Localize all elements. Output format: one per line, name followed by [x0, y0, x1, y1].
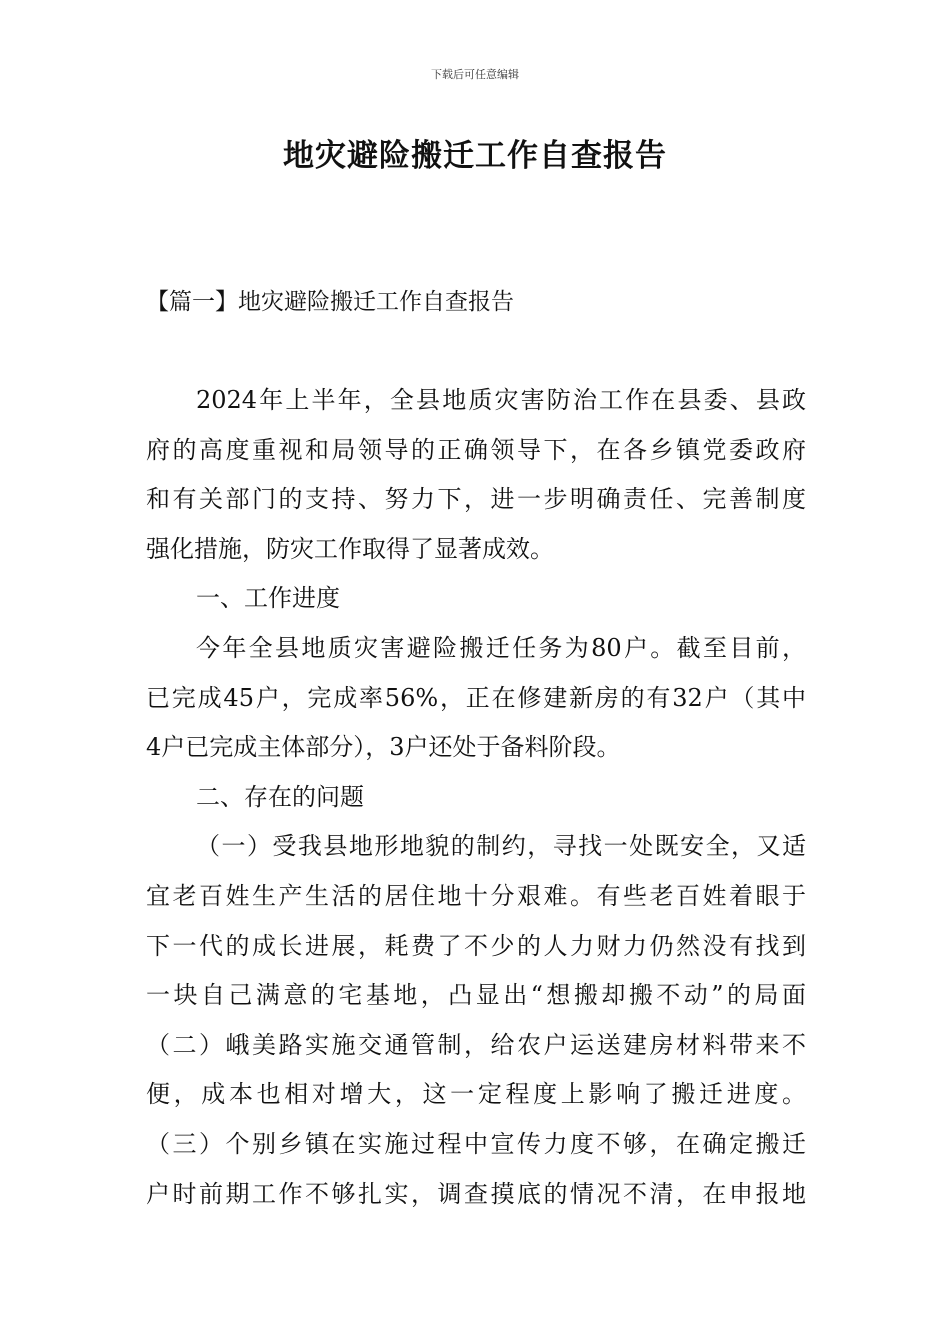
paragraph-line: 4户已完成主体部分），3户还处于备料阶段。 [146, 733, 621, 762]
paragraph-line: 宜老百姓生产生活的居住地十分艰难。有些老百姓着眼于 [146, 881, 806, 910]
subheading-existing-problems: 二、存在的问题 [196, 782, 364, 811]
paragraph-line: 强化措施，防灾工作取得了显著成效。 [146, 534, 554, 563]
paragraph-line: 和有关部门的支持、努力下，进一步明确责任、完善制度 [146, 485, 806, 514]
paragraph-line: （一）受我县地形地貌的制约，寻找一处既安全，又适 [196, 832, 806, 861]
paragraph-line: （三）个别乡镇在实施过程中宣传力度不够，在确定搬迁 [146, 1129, 806, 1158]
paragraph-line: 2024年上半年，全县地质灾害防治工作在县委、县政 [196, 386, 806, 414]
paragraph-line: 便，成本也相对增大，这一定程度上影响了搬迁进度。 [146, 1080, 806, 1109]
paragraph-line: 一块自己满意的宅基地，凸显出“想搬却搬不动”的局面 [146, 981, 806, 1010]
paragraph-line: 今年全县地质灾害避险搬迁任务为80户。截至目前， [196, 633, 806, 662]
subheading-work-progress: 一、工作进度 [196, 584, 340, 613]
document-title: 地灾避险搬迁工作自查报告 [283, 138, 667, 174]
paragraph-line: 下一代的成长进展，耗费了不少的人力财力仍然没有找到 [146, 931, 806, 960]
paragraph-line: 府的高度重视和局领导的正确领导下，在各乡镇党委政府 [146, 435, 806, 464]
header-note: 下载后可任意编辑 [431, 68, 519, 81]
body-text [146, 376, 806, 1219]
section-heading: 【篇一】地灾避险搬迁工作自查报告 [146, 289, 514, 315]
paragraph-line: （二）峨美路实施交通管制，给农户运送建房材料带来不 [146, 1030, 806, 1059]
paragraph-line: 户时前期工作不够扎实，调查摸底的情况不清，在申报地 [146, 1179, 806, 1208]
paragraph-line: 已完成45户，完成率56%，正在修建新房的有32户（其中 [146, 683, 806, 712]
